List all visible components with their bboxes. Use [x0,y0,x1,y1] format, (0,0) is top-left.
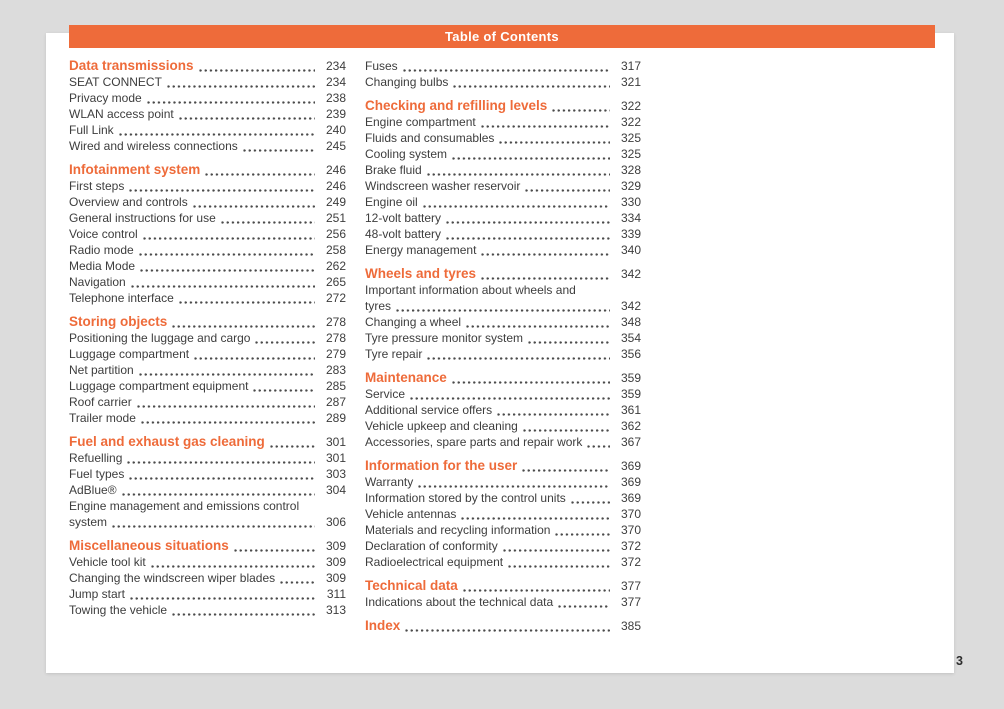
toc-entry[interactable] [365,386,641,402]
entry-label: Additional service offers [365,403,493,417]
dot-leader [465,314,610,330]
entry-page-number: 361 [620,403,641,417]
entry-page-number: 278 [325,331,346,345]
toc-entry[interactable] [69,138,346,154]
toc-heading[interactable] [69,314,346,330]
entry-page-number: 370 [620,523,641,537]
entry-page-number: 322 [620,115,641,129]
dot-leader [171,314,315,330]
entry-label: Fuel types [69,467,125,481]
entry-page-number: 301 [325,435,346,449]
dot-leader [136,394,315,410]
entry-label: Positioning the luggage and cargo [69,331,251,345]
entry-label: Declaration of conformity [365,539,498,553]
toc-entry[interactable] [365,114,641,130]
entry-page-number: 287 [325,395,346,409]
dot-leader [130,274,315,290]
dot-leader [138,362,315,378]
toc-heading[interactable] [365,578,641,594]
entry-label: AdBlue® [69,483,117,497]
entry-label: Information stored by the control units [365,491,566,505]
entry-label: Materials and recycling information [365,523,551,537]
toc-heading[interactable] [365,458,641,474]
entry-label: Technical data [365,578,458,593]
entry-page-number: 385 [620,619,641,633]
dot-leader [269,434,315,450]
toc-entry[interactable] [365,242,641,258]
entry-label: Infotainment system [69,162,201,177]
toc-entry[interactable] [365,314,641,330]
toc-entry[interactable] [69,210,346,226]
dot-leader [480,266,610,282]
toc-entry[interactable] [69,122,346,138]
entry-label: Fuel and exhaust gas cleaning [69,434,265,449]
entry-label: Fluids and consumables [365,131,495,145]
dot-leader [279,570,315,586]
entry-label: Jump start [69,587,126,601]
dot-leader [462,578,610,594]
dot-leader [527,330,610,346]
dot-leader [146,90,315,106]
entry-page-number: 303 [325,467,346,481]
dot-leader [451,370,610,386]
toc-section [365,58,641,90]
toc-entry[interactable] [69,242,346,258]
dot-leader [139,258,315,274]
entry-page-number: 309 [325,539,346,553]
toc-entry[interactable] [365,226,641,242]
entry-label: Tyre pressure monitor system [365,331,524,345]
dot-leader [150,554,315,570]
dot-leader [395,298,610,314]
entry-page-number: 321 [620,75,641,89]
toc-entry[interactable] [69,602,346,618]
entry-label: Navigation [69,275,126,289]
toc-column-left [69,58,346,634]
toc-entry[interactable] [69,290,346,306]
entry-page-number: 377 [620,595,641,609]
entry-label: Towing the vehicle [69,603,168,617]
entry-page-number: 246 [325,179,346,193]
dot-leader [118,122,315,138]
toc-entry[interactable] [69,90,346,106]
toc-entry[interactable] [365,402,641,418]
dot-leader [193,346,315,362]
entry-page-number: 356 [620,347,641,361]
entry-label: Roof carrier [69,395,132,409]
toc-entry[interactable] [69,450,346,466]
entry-page-number: 239 [325,107,346,121]
entry-page-number: 330 [620,195,641,209]
toc-entry[interactable] [69,194,346,210]
entry-page-number: 329 [620,179,641,193]
dot-leader [111,514,315,530]
entry-page-number: 325 [620,131,641,145]
dot-leader [128,466,315,482]
entry-page-number: 245 [325,139,346,153]
entry-page-number: 262 [325,259,346,273]
entry-page-number: 342 [620,299,641,313]
entry-page-number: 238 [325,91,346,105]
entry-page-number: 240 [325,123,346,137]
entry-page-number: 322 [620,99,641,113]
entry-page-number: 285 [325,379,346,393]
toc-entry[interactable] [365,522,641,538]
entry-label: Warranty [365,475,414,489]
entry-page-number: 370 [620,507,641,521]
entry-label: Net partition [69,363,134,377]
entry-page-number: 359 [620,371,641,385]
dot-leader [480,242,610,258]
entry-page-number: 369 [620,491,641,505]
toc-section [365,618,641,634]
toc-entry[interactable] [365,58,641,74]
toc-entry[interactable] [69,274,346,290]
entry-page-number: 369 [620,459,641,473]
entry-page-number: 289 [325,411,346,425]
toc-section [69,58,346,154]
entry-page-number: 278 [325,315,346,329]
entry-label: Telephone interface [69,291,174,305]
toc-entry[interactable] [365,594,641,610]
dot-leader [204,162,315,178]
entry-label: First steps [69,179,125,193]
toc-entry[interactable] [365,490,641,506]
dot-leader [586,434,610,450]
entry-label: Fuses [365,59,398,73]
entry-label: Radio mode [69,243,134,257]
toc-entry[interactable] [365,434,641,450]
toc-entry[interactable] [69,258,346,274]
entry-label: Tyre repair [365,347,423,361]
entry-page-number: 339 [620,227,641,241]
entry-page-number: 359 [620,387,641,401]
entry-label: Storing objects [69,314,168,329]
entry-page-number: 367 [620,435,641,449]
dot-leader [402,58,610,74]
entry-label: Energy management [365,243,477,257]
toc-section [69,162,346,306]
dot-leader [220,210,315,226]
toc-entry[interactable] [365,418,641,434]
dot-leader [254,330,315,346]
entry-page-number: 325 [620,147,641,161]
entry-label: Checking and refilling levels [365,98,548,113]
toc-entry[interactable] [365,346,641,362]
dot-leader [498,130,610,146]
entry-page-number: 251 [325,211,346,225]
entry-label: WLAN access point [69,107,174,121]
entry-label: Engine management and emissions control [69,499,300,513]
entry-page-number: 249 [325,195,346,209]
dot-leader [422,194,610,210]
entry-page-number: 304 [325,483,346,497]
toc-entry[interactable] [69,346,346,362]
entry-label: 48-volt battery [365,227,442,241]
entry-label: Voice control [69,227,138,241]
toc-entry[interactable] [365,162,641,178]
entry-page-number: 279 [325,347,346,361]
toc-entry[interactable] [365,474,641,490]
entry-page-number: 340 [620,243,641,257]
dot-leader [417,474,610,490]
toc-entry[interactable] [365,554,641,570]
entry-label: Full Link [69,123,114,137]
dot-leader [126,450,315,466]
dot-leader [445,210,610,226]
dot-leader [129,586,315,602]
toc-entry[interactable] [69,498,346,514]
toc-section [69,434,346,530]
toc-entry[interactable] [365,298,641,314]
toc-section [365,370,641,450]
entry-label: Information for the user [365,458,518,473]
dot-leader [198,58,315,74]
toc-entry[interactable] [69,394,346,410]
toc-header [69,25,935,48]
dot-leader [452,74,610,90]
toc-entry[interactable] [69,554,346,570]
entry-page-number: 377 [620,579,641,593]
toc-entry[interactable] [69,586,346,602]
dot-leader [171,602,315,618]
dot-leader [570,490,610,506]
entry-page-number: 317 [620,59,641,73]
dot-leader [551,98,610,114]
entry-page-number: 328 [620,163,641,177]
dot-leader [128,178,315,194]
entry-page-number: 265 [325,275,346,289]
toc-entry[interactable] [365,146,641,162]
toc-entry[interactable] [69,466,346,482]
toc-heading[interactable] [69,434,346,450]
toc-entry[interactable] [365,210,641,226]
toc-entry[interactable] [69,362,346,378]
toc-columns [69,58,641,634]
toc-entry[interactable] [365,194,641,210]
entry-label: 12-volt battery [365,211,442,225]
dot-leader [404,618,610,634]
toc-heading[interactable] [365,370,641,386]
entry-label: Cooling system [365,147,448,161]
dot-leader [192,194,315,210]
dot-leader [524,178,610,194]
toc-heading[interactable] [365,266,641,282]
entry-page-number: 256 [325,227,346,241]
toc-entry[interactable] [365,130,641,146]
dot-leader [138,242,315,258]
toc-entry[interactable] [69,226,346,242]
entry-label: Index [365,618,401,633]
toc-section [69,314,346,426]
dot-leader [426,346,610,362]
toc-entry[interactable] [365,538,641,554]
toc-section [69,538,346,618]
toc-entry[interactable] [365,330,641,346]
toc-entry[interactable] [69,514,346,530]
entry-page-number: 354 [620,331,641,345]
toc-entry[interactable] [69,410,346,426]
entry-page-number: 334 [620,211,641,225]
dot-leader [178,106,315,122]
entry-label: Luggage compartment [69,347,190,361]
toc-entry[interactable] [69,106,346,122]
dot-leader [496,402,610,418]
entry-page-number: 258 [325,243,346,257]
dot-leader [409,386,610,402]
toc-heading[interactable] [69,162,346,178]
dot-leader [252,378,315,394]
toc-heading[interactable] [365,618,641,634]
entry-label: Maintenance [365,370,447,385]
entry-label: SEAT CONNECT [69,75,162,89]
entry-label: Important information about wheels and [365,283,576,297]
entry-label: Refuelling [69,451,123,465]
entry-page-number: 234 [325,59,346,73]
entry-label: Overview and controls [69,195,188,209]
dot-leader [445,226,610,242]
dot-leader [502,538,610,554]
toc-section [365,458,641,570]
entry-page-number: 348 [620,315,641,329]
toc-section [365,578,641,610]
entry-label: Engine oil [365,195,418,209]
toc-entry[interactable] [69,74,346,90]
entry-label: Windscreen washer reservoir [365,179,521,193]
dot-leader [426,162,610,178]
entry-page-number: 313 [325,603,346,617]
toc-entry[interactable] [69,378,346,394]
entry-label: Luggage compartment equipment [69,379,249,393]
toc-entry[interactable] [69,482,346,498]
toc-entry[interactable] [69,178,346,194]
dot-leader [480,114,610,130]
entry-label: Changing a wheel [365,315,462,329]
dot-leader [121,482,315,498]
toc-entry[interactable] [69,330,346,346]
entry-page-number: 234 [325,75,346,89]
entry-label: Accessories, spare parts and repair work [365,435,583,449]
toc-entry[interactable] [365,282,641,298]
entry-page-number: 369 [620,475,641,489]
dot-leader [451,146,610,162]
entry-page-number: 342 [620,267,641,281]
entry-label: Changing bulbs [365,75,449,89]
dot-leader [521,458,610,474]
dot-leader [142,226,315,242]
entry-page-number: 309 [325,571,346,585]
page-number: 3 [956,654,963,668]
entry-label: Service [365,387,406,401]
toc-section [365,98,641,258]
toc-heading[interactable] [365,98,641,114]
entry-page-number: 372 [620,539,641,553]
entry-page-number: 272 [325,291,346,305]
dot-leader [557,594,610,610]
entry-page-number: 362 [620,419,641,433]
entry-label: Changing the windscreen wiper blades [69,571,276,585]
dot-leader [140,410,315,426]
entry-page-number: 306 [325,515,346,529]
entry-page-number: 301 [325,451,346,465]
entry-label: Miscellaneous situations [69,538,229,553]
entry-label: system [69,515,108,529]
entry-page-number: 283 [325,363,346,377]
dot-leader [507,554,610,570]
toc-entry[interactable] [365,74,641,90]
toc-entry[interactable] [69,570,346,586]
toc-title: Table of Contents [445,29,559,44]
entry-label: Media Mode [69,259,136,273]
entry-page-number: 309 [325,555,346,569]
entry-label: Radioelectrical equipment [365,555,504,569]
toc-heading[interactable] [69,58,346,74]
entry-label: Brake fluid [365,163,422,177]
entry-label: Vehicle antennas [365,507,457,521]
entry-label: Wheels and tyres [365,266,477,281]
toc-entry[interactable] [365,178,641,194]
entry-label: Privacy mode [69,91,142,105]
entry-label: Engine compartment [365,115,476,129]
dot-leader [242,138,315,154]
entry-label: Indications about the technical data [365,595,554,609]
entry-label: Trailer mode [69,411,136,425]
toc-heading[interactable] [69,538,346,554]
toc-column-right [365,58,641,634]
dot-leader [522,418,610,434]
entry-label: tyres [365,299,392,313]
dot-leader [460,506,610,522]
toc-entry[interactable] [365,506,641,522]
entry-label: Vehicle upkeep and cleaning [365,419,518,433]
dot-leader [233,538,315,554]
dot-leader [554,522,610,538]
entry-page-number: 311 [326,587,346,601]
toc-section [365,266,641,362]
entry-page-number: 246 [325,163,346,177]
entry-label: Wired and wireless connections [69,139,238,153]
dot-leader [178,290,315,306]
entry-page-number: 372 [620,555,641,569]
entry-label: Vehicle tool kit [69,555,146,569]
entry-label: Data transmissions [69,58,194,73]
dot-leader [166,74,315,90]
entry-label: General instructions for use [69,211,216,225]
